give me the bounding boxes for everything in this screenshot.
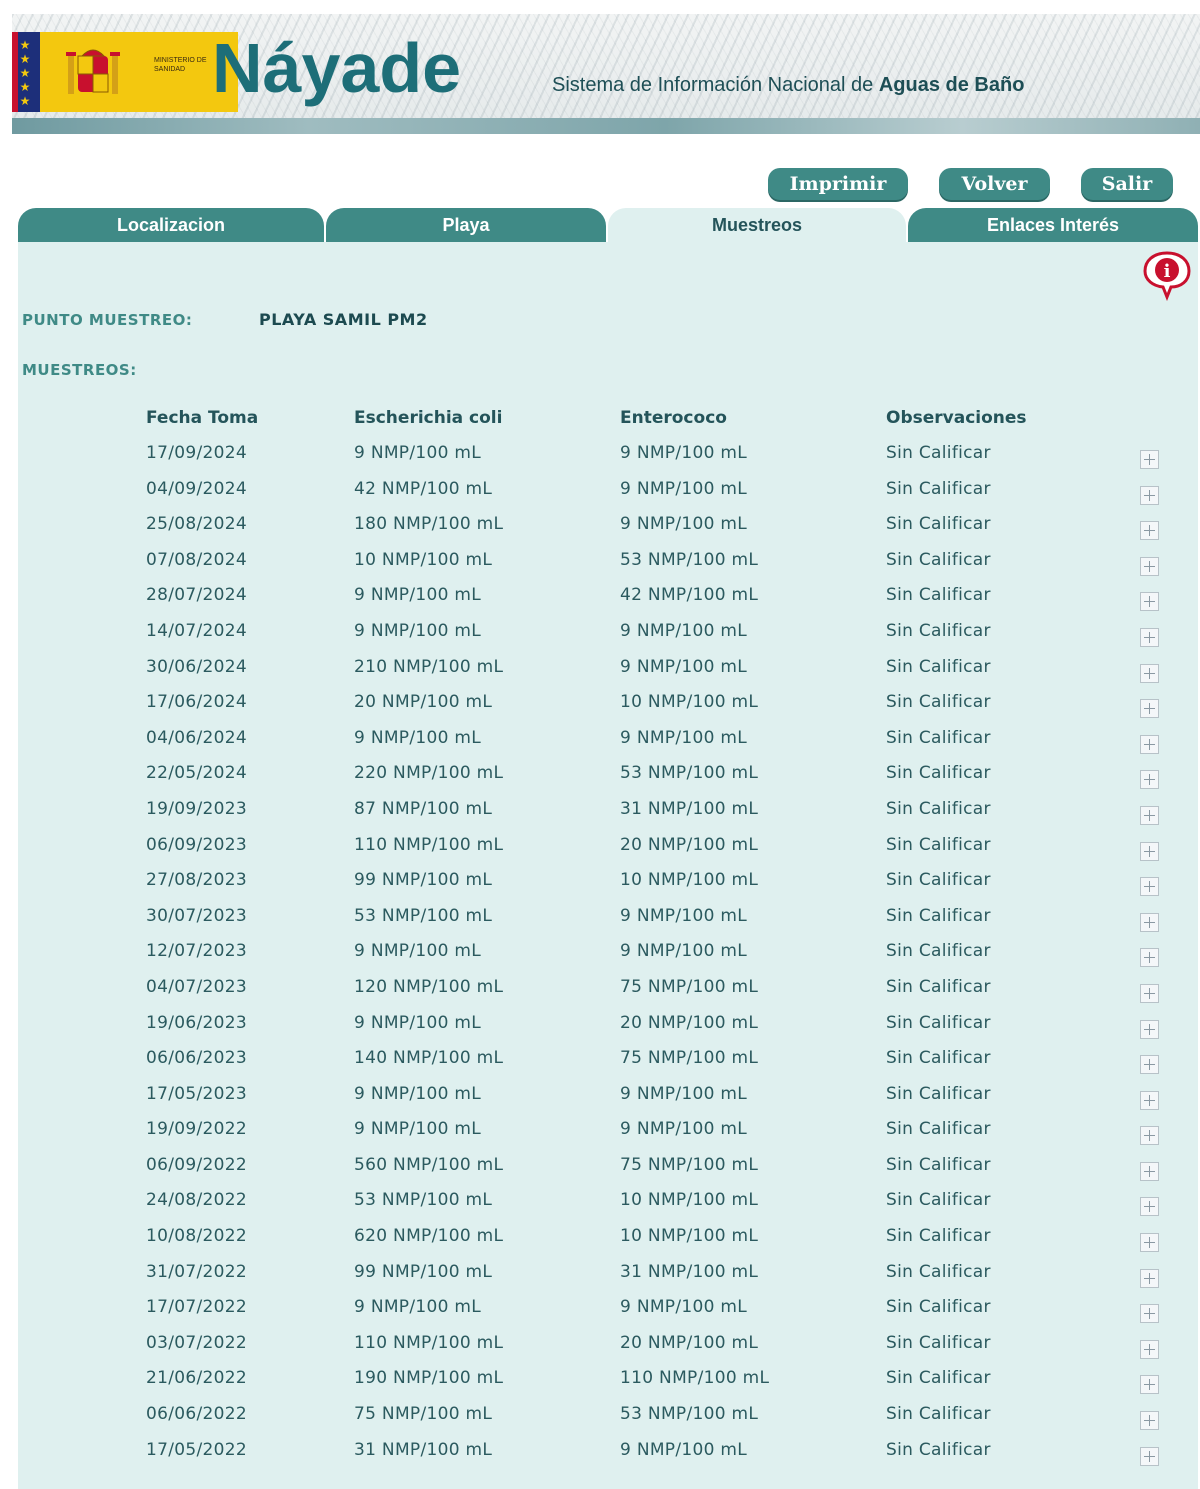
tab-playa[interactable]: Playa <box>326 208 606 242</box>
samples-table-header <box>0 408 1200 432</box>
observation-value: Sin Calificar <box>886 1154 991 1175</box>
sample-date: 21/06/2022 <box>146 1368 247 1389</box>
observation-value: Sin Calificar <box>886 549 991 570</box>
sample-date: 17/09/2024 <box>146 443 247 463</box>
table-row <box>0 1292 1200 1328</box>
ecoli-value: 9 NMP/100 mL <box>354 727 482 748</box>
sample-date: 06/06/2022 <box>146 1404 247 1425</box>
info-icon[interactable] <box>1141 249 1193 301</box>
sample-date: 10/08/2022 <box>146 1226 247 1247</box>
table-row <box>0 758 1200 794</box>
plus-icon[interactable] <box>1140 842 1159 861</box>
observation-value: Sin Calificar <box>886 1368 991 1389</box>
enterococo-value: 9 NMP/100 mL <box>620 1297 748 1318</box>
sample-date: 04/09/2024 <box>146 478 247 499</box>
enterococo-value: 31 NMP/100 mL <box>620 798 759 819</box>
table-row <box>0 1185 1200 1221</box>
plus-icon[interactable] <box>1140 521 1159 540</box>
observation-value: Sin Calificar <box>886 514 991 535</box>
sample-date: 12/07/2023 <box>146 941 247 962</box>
sample-date: 25/08/2024 <box>146 514 247 535</box>
samples-label: MUESTREOS: <box>22 361 137 379</box>
sample-date: 06/09/2022 <box>146 1154 247 1175</box>
plus-icon[interactable] <box>1140 770 1159 789</box>
ecoli-value: 9 NMP/100 mL <box>354 443 482 463</box>
table-row <box>0 794 1200 830</box>
plus-icon[interactable] <box>1140 1269 1159 1288</box>
ecoli-value: 99 NMP/100 mL <box>354 1261 493 1282</box>
ecoli-value: 110 NMP/100 mL <box>354 1332 504 1353</box>
sample-date: 06/09/2023 <box>146 834 247 855</box>
brand-title: Náyade <box>212 29 462 107</box>
table-row <box>0 1363 1200 1399</box>
observation-value: Sin Calificar <box>886 1048 991 1069</box>
table-row <box>0 1079 1200 1115</box>
tab-localizacion[interactable]: Localizacion <box>18 208 324 242</box>
sample-date: 04/07/2023 <box>146 976 247 997</box>
sample-date: 14/07/2024 <box>146 620 247 641</box>
plus-icon[interactable] <box>1140 592 1159 611</box>
table-row <box>0 1043 1200 1079</box>
plus-icon[interactable] <box>1140 984 1159 1003</box>
plus-icon[interactable] <box>1140 1447 1159 1466</box>
enterococo-value: 9 NMP/100 mL <box>620 478 748 499</box>
ecoli-value: 180 NMP/100 mL <box>354 514 504 535</box>
enterococo-value: 9 NMP/100 mL <box>620 1119 748 1140</box>
table-row <box>0 1435 1200 1471</box>
observation-value: Sin Calificar <box>886 1261 991 1282</box>
plus-icon[interactable] <box>1140 1162 1159 1181</box>
observation-value: Sin Calificar <box>886 905 991 926</box>
sample-date: 30/06/2024 <box>146 656 247 677</box>
observation-value: Sin Calificar <box>886 620 991 641</box>
coat-of-arms-icon <box>64 42 122 102</box>
back-button[interactable]: Volver <box>939 168 1050 200</box>
observation-value: Sin Calificar <box>886 976 991 997</box>
ecoli-value: 9 NMP/100 mL <box>354 1297 482 1318</box>
enterococo-value: 10 NMP/100 mL <box>620 692 759 713</box>
plus-icon[interactable] <box>1140 1304 1159 1323</box>
observation-value: Sin Calificar <box>886 478 991 499</box>
enterococo-value: 10 NMP/100 mL <box>620 1190 759 1211</box>
enterococo-value: 9 NMP/100 mL <box>620 941 748 962</box>
table-row <box>0 1008 1200 1044</box>
plus-icon[interactable] <box>1140 1233 1159 1252</box>
ecoli-value: 210 NMP/100 mL <box>354 656 504 677</box>
enterococo-value: 9 NMP/100 mL <box>620 1439 748 1460</box>
sample-date: 06/06/2023 <box>146 1048 247 1069</box>
observation-value: Sin Calificar <box>886 941 991 962</box>
table-row <box>0 474 1200 510</box>
exit-button[interactable]: Salir <box>1081 168 1173 200</box>
plus-icon[interactable] <box>1140 1055 1159 1074</box>
enterococo-value: 53 NMP/100 mL <box>620 763 759 784</box>
enterococo-value: 31 NMP/100 mL <box>620 1261 759 1282</box>
table-row <box>0 901 1200 937</box>
observation-value: Sin Calificar <box>886 1404 991 1425</box>
observation-value: Sin Calificar <box>886 585 991 606</box>
print-button[interactable]: Imprimir <box>768 168 908 200</box>
plus-icon[interactable] <box>1140 1020 1159 1039</box>
enterococo-value: 10 NMP/100 mL <box>620 870 759 891</box>
header-date: Fecha Toma <box>146 408 259 428</box>
ecoli-value: 620 NMP/100 mL <box>354 1226 504 1247</box>
ecoli-value: 31 NMP/100 mL <box>354 1439 493 1460</box>
ecoli-value: 9 NMP/100 mL <box>354 1012 482 1033</box>
table-row <box>0 509 1200 545</box>
ecoli-value: 140 NMP/100 mL <box>354 1048 504 1069</box>
ecoli-value: 20 NMP/100 mL <box>354 692 493 713</box>
sample-date: 07/08/2024 <box>146 549 247 570</box>
ecoli-value: 9 NMP/100 mL <box>354 1083 482 1104</box>
observation-value: Sin Calificar <box>886 798 991 819</box>
table-row <box>0 438 1200 474</box>
plus-icon[interactable] <box>1140 735 1159 754</box>
observation-value: Sin Calificar <box>886 1439 991 1460</box>
ecoli-value: 99 NMP/100 mL <box>354 870 493 891</box>
tagline-bold: Aguas de Baño <box>878 74 1025 96</box>
ecoli-value: 87 NMP/100 mL <box>354 798 493 819</box>
plus-icon[interactable] <box>1140 486 1159 505</box>
plus-icon[interactable] <box>1140 913 1159 932</box>
ecoli-value: 110 NMP/100 mL <box>354 834 504 855</box>
sample-date: 30/07/2023 <box>146 905 247 926</box>
enterococo-value: 42 NMP/100 mL <box>620 585 759 606</box>
ecoli-value: 120 NMP/100 mL <box>354 976 504 997</box>
header-observaciones: Observaciones <box>886 408 1027 428</box>
enterococo-value: 53 NMP/100 mL <box>620 549 759 570</box>
table-row <box>0 1114 1200 1150</box>
sample-date: 27/08/2023 <box>146 870 247 891</box>
table-row <box>0 1328 1200 1364</box>
ministry-logo <box>12 32 238 112</box>
svg-text:i: i <box>1163 261 1171 282</box>
sample-date: 28/07/2024 <box>146 585 247 606</box>
ecoli-value: 10 NMP/100 mL <box>354 549 493 570</box>
sample-date: 17/05/2022 <box>146 1439 247 1460</box>
enterococo-value: 75 NMP/100 mL <box>620 976 759 997</box>
sample-date: 22/05/2024 <box>146 763 247 784</box>
plus-icon[interactable] <box>1140 1340 1159 1359</box>
plus-icon[interactable] <box>1140 1126 1159 1145</box>
header-enterococo: Enterococo <box>620 408 727 428</box>
ecoli-value: 75 NMP/100 mL <box>354 1404 493 1425</box>
table-row <box>0 1399 1200 1435</box>
table-row <box>0 580 1200 616</box>
observation-value: Sin Calificar <box>886 870 991 891</box>
table-row <box>0 1257 1200 1293</box>
plus-icon[interactable] <box>1140 1197 1159 1216</box>
enterococo-value: 75 NMP/100 mL <box>620 1048 759 1069</box>
table-row <box>0 723 1200 759</box>
observation-value: Sin Calificar <box>886 1332 991 1353</box>
ecoli-value: 9 NMP/100 mL <box>354 941 482 962</box>
sample-date: 19/09/2023 <box>146 798 247 819</box>
observation-value: Sin Calificar <box>886 1083 991 1104</box>
plus-icon[interactable] <box>1140 1091 1159 1110</box>
observation-value: Sin Calificar <box>886 1190 991 1211</box>
table-row <box>0 1221 1200 1257</box>
enterococo-value: 9 NMP/100 mL <box>620 905 748 926</box>
ecoli-value: 53 NMP/100 mL <box>354 905 493 926</box>
ecoli-value: 9 NMP/100 mL <box>354 620 482 641</box>
table-row <box>0 652 1200 688</box>
samples-table-body <box>0 438 1200 1470</box>
observation-value: Sin Calificar <box>886 1226 991 1247</box>
ecoli-value: 560 NMP/100 mL <box>354 1154 504 1175</box>
plus-icon[interactable] <box>1140 1375 1159 1394</box>
observation-value: Sin Calificar <box>886 692 991 713</box>
header-ecoli: Escherichia coli <box>354 408 503 428</box>
plus-icon[interactable] <box>1140 806 1159 825</box>
plus-icon[interactable] <box>1140 450 1159 469</box>
enterococo-value: 53 NMP/100 mL <box>620 1404 759 1425</box>
ecoli-value: 220 NMP/100 mL <box>354 763 504 784</box>
plus-icon[interactable] <box>1140 877 1159 896</box>
ecoli-value: 190 NMP/100 mL <box>354 1368 504 1389</box>
enterococo-value: 110 NMP/100 mL <box>620 1368 770 1389</box>
table-row <box>0 972 1200 1008</box>
observation-value: Sin Calificar <box>886 443 991 463</box>
enterococo-value: 20 NMP/100 mL <box>620 1012 759 1033</box>
brand-tagline <box>552 74 1024 97</box>
table-row <box>0 865 1200 901</box>
observation-value: Sin Calificar <box>886 763 991 784</box>
tagline-prefix: Sistema de Información Nacional de <box>552 74 874 96</box>
ecoli-value: 9 NMP/100 mL <box>354 585 482 606</box>
enterococo-value: 9 NMP/100 mL <box>620 1083 748 1104</box>
table-row <box>0 687 1200 723</box>
sampling-point-value: PLAYA SAMIL PM2 <box>259 310 428 329</box>
banner-strip <box>12 118 1200 134</box>
enterococo-value: 9 NMP/100 mL <box>620 727 748 748</box>
plus-icon[interactable] <box>1140 948 1159 967</box>
observation-value: Sin Calificar <box>886 1119 991 1140</box>
sample-date: 17/07/2022 <box>146 1297 247 1318</box>
plus-icon[interactable] <box>1140 557 1159 576</box>
table-row <box>0 936 1200 972</box>
sampling-point-label: PUNTO MUESTREO: <box>22 311 193 329</box>
sample-date: 19/09/2022 <box>146 1119 247 1140</box>
observation-value: Sin Calificar <box>886 656 991 677</box>
eu-stars-icon: ★ ★ ★ ★ ★ <box>19 38 31 108</box>
plus-icon[interactable] <box>1140 1411 1159 1430</box>
sample-date: 17/05/2023 <box>146 1083 247 1104</box>
ecoli-value: 9 NMP/100 mL <box>354 1119 482 1140</box>
sample-date: 03/07/2022 <box>146 1332 247 1353</box>
plus-icon[interactable] <box>1140 628 1159 647</box>
enterococo-value: 9 NMP/100 mL <box>620 514 748 535</box>
enterococo-value: 10 NMP/100 mL <box>620 1226 759 1247</box>
table-row <box>0 1150 1200 1186</box>
sample-date: 24/08/2022 <box>146 1190 247 1211</box>
observation-value: Sin Calificar <box>886 834 991 855</box>
sample-date: 19/06/2023 <box>146 1012 247 1033</box>
tab-enlaces[interactable]: Enlaces Interés <box>908 208 1198 242</box>
observation-value: Sin Calificar <box>886 727 991 748</box>
enterococo-value: 75 NMP/100 mL <box>620 1154 759 1175</box>
ecoli-value: 53 NMP/100 mL <box>354 1190 493 1211</box>
table-row <box>0 545 1200 581</box>
enterococo-value: 9 NMP/100 mL <box>620 620 748 641</box>
ecoli-value: 42 NMP/100 mL <box>354 478 493 499</box>
enterococo-value: 9 NMP/100 mL <box>620 656 748 677</box>
sample-date: 04/06/2024 <box>146 727 247 748</box>
tab-muestreos[interactable]: Muestreos <box>608 208 906 242</box>
header-banner <box>12 14 1200 134</box>
table-row <box>0 616 1200 652</box>
plus-icon[interactable] <box>1140 699 1159 718</box>
observation-value: Sin Calificar <box>886 1297 991 1318</box>
sample-date: 17/06/2024 <box>146 692 247 713</box>
enterococo-value: 20 NMP/100 mL <box>620 834 759 855</box>
enterococo-value: 9 NMP/100 mL <box>620 443 748 463</box>
ministry-name: MINISTERIO DE SANIDAD <box>154 57 207 73</box>
sample-date: 31/07/2022 <box>146 1261 247 1282</box>
enterococo-value: 20 NMP/100 mL <box>620 1332 759 1353</box>
observation-value: Sin Calificar <box>886 1012 991 1033</box>
table-row <box>0 830 1200 866</box>
plus-icon[interactable] <box>1140 664 1159 683</box>
